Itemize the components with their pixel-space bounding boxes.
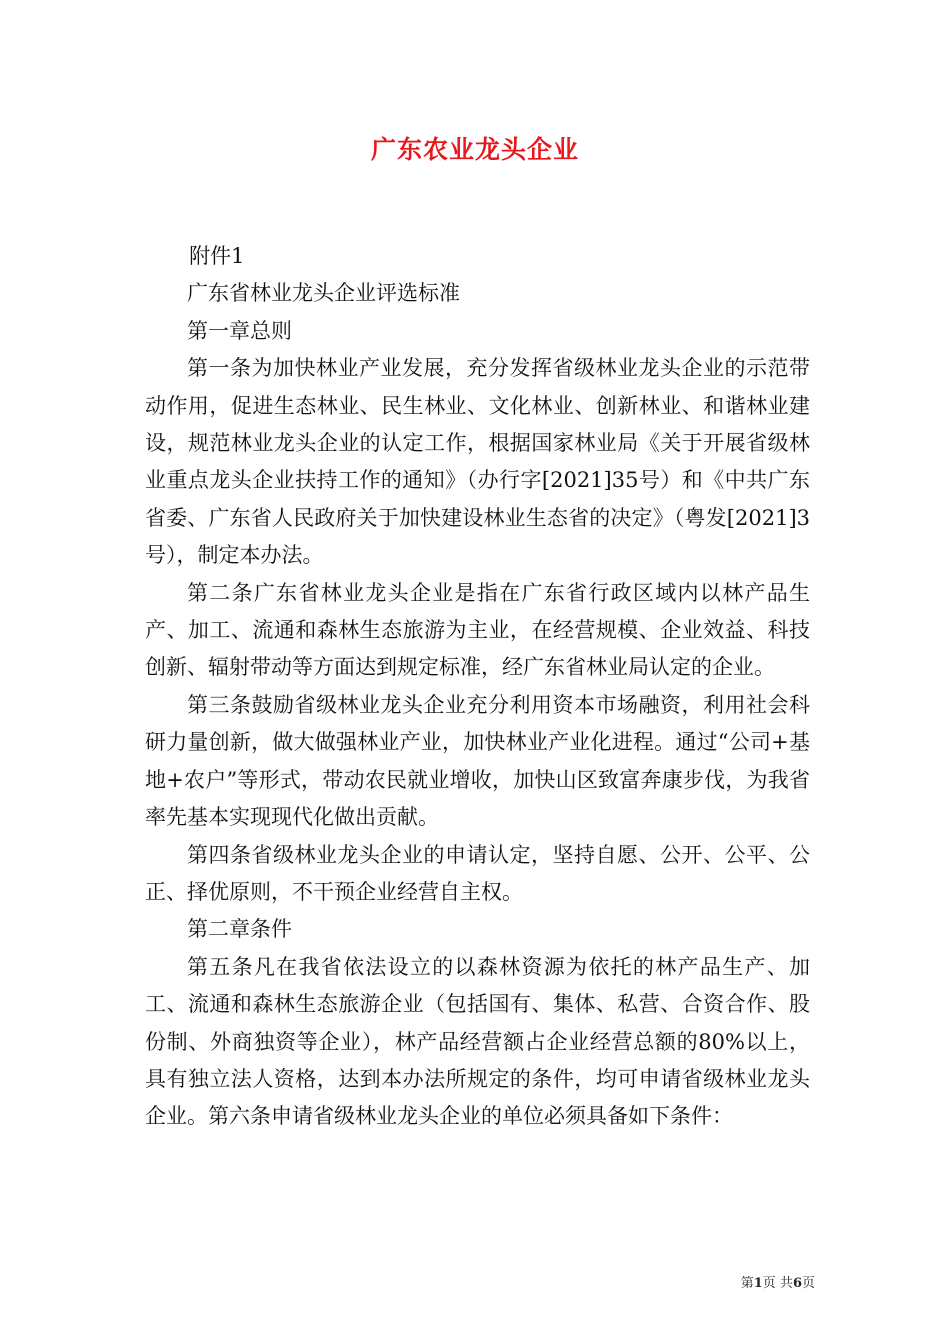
- article-paragraph: 第五条凡在我省依法设立的以森林资源为依托的林产品生产、加工、流通和森林生态旅游企业（包括国有、集体、私营、合资合作、股份制、外商独资等企业），林产品经营额占企业经营总额的80%以上，具有独立法人资格，达到本办法所规定的条件，均可申请省级林业龙头企业。第六条申请省级林业龙头企业的单位必须具备如下条件：: [145, 954, 810, 1129]
- chapter-heading: 第二章条件: [187, 917, 292, 942]
- document-title: 广东农业龙头企业: [370, 135, 579, 164]
- page-footer: [705, 1272, 815, 1291]
- total-pages-number: 6: [792, 1276, 802, 1291]
- footer-suffix: 页: [801, 1276, 815, 1291]
- article-paragraph: 第二条广东省林业龙头企业是指在广东省行政区域内以林产品生产、加工、流通和森林生态旅游为主业，在经营规模、企业效益、科技创新、辐射带动等方面达到规定标准，经广东省林业局认定的企业。: [145, 580, 810, 680]
- article-paragraph: 第四条省级林业龙头企业的申请认定，坚持自愿、公开、公平、公正、择优原则，不干预企业经营自主权。: [145, 842, 810, 904]
- chapter-heading: 第一章总则: [187, 318, 292, 343]
- article-paragraph: 第三条鼓励省级林业龙头企业充分利用资本市场融资，利用社会科研力量创新，做大做强林业产业，加快林业产业化进程。通过“公司+基地+农户”等形式，带动农民就业增收，加快山区致富奔康步伐，为我省率先基本实现现代化做出贡献。: [145, 692, 810, 830]
- standard-title: 广东省林业龙头企业评选标准: [187, 281, 460, 306]
- document-body: [145, 238, 810, 1136]
- footer-prefix: 第: [740, 1276, 754, 1291]
- footer-middle: 页 共: [762, 1276, 793, 1291]
- annex-label: 附件1: [189, 244, 245, 268]
- current-page-number: 1: [753, 1276, 763, 1291]
- article-paragraph: 第一条为加快林业产业发展，充分发挥省级林业龙头企业的示范带动作用，促进生态林业、民生林业、文化林业、创新林业、和谐林业建设，规范林业龙头企业的认定工作，根据国家林业局《关于开展省级林业重点龙头企业扶持工作的通知》（办行字[2021]35号）和《中共广东省委、广东省人民政府关于加快建设林业生态省的决定》（粤发[2021]3号），制定本办法。: [145, 356, 810, 568]
